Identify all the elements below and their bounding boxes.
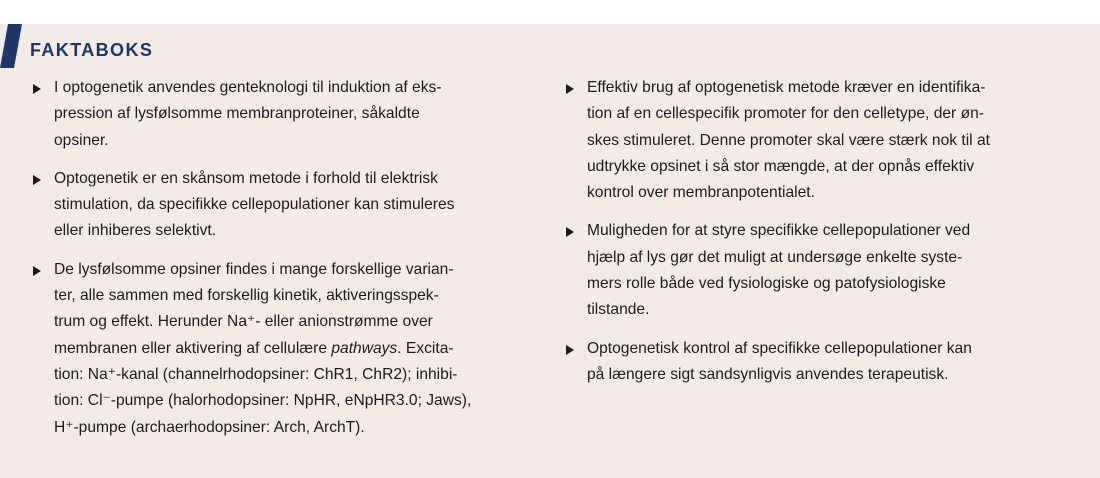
- italic-term: pathways: [331, 339, 398, 357]
- bullet-text-line: tion: Cl⁻-pumpe (halorhodopsiner: NpHR, eNpHR3.0; Jaws),: [54, 392, 472, 410]
- bullet-text-line: stimulation, da specifikke cellepopulationer kan stimuleres: [54, 196, 455, 214]
- bullet-text-line: H⁺-pumpe (archaerhodopsiner: Arch, ArchT).: [54, 418, 365, 436]
- bullet-item: [564, 218, 1074, 323]
- bullet-text-line: tion: Na⁺-kanal (channelrhodopsiner: ChR1, ChR2); inhibi-: [54, 365, 458, 383]
- bullet-text-line: Effektiv brug af optogenetisk metode kræver en identifika-: [587, 79, 986, 96]
- text-segment: . Excita-: [397, 339, 454, 357]
- bullet-text-line: Muligheden for at styre specifikke cellepopulationer ved: [587, 222, 971, 240]
- bullet-text-line: Optogenetik er en skånsom metode i forhold til elektrisk: [54, 169, 438, 187]
- bullet-text-line: på længere sigt sandsynligvis anvendes terapeutisk.: [587, 365, 949, 383]
- left-bullet-list: [31, 75, 541, 453]
- bullet-text-line: tilstande.: [587, 301, 650, 319]
- bullet-text-line: ter, alle sammen med forskellig kinetik, aktiveringsspek-: [54, 287, 439, 305]
- bullet-text-line: I optogenetik anvendes genteknologi til induktion af eks-: [54, 79, 442, 96]
- triangle-bullet-icon: [566, 84, 574, 94]
- bullet-text-line: opsiner.: [54, 131, 109, 149]
- triangle-bullet-icon: [33, 175, 41, 185]
- corner-accent-stripe: [0, 24, 22, 68]
- bullet-item: [31, 75, 541, 154]
- bullet-text-line: mers rolle både ved fysiologiske og patofysiologiske: [587, 275, 946, 293]
- text-segment: membranen eller aktivering af cellulære: [54, 339, 332, 357]
- bullet-text-line: skes stimuleret. Denne promoter skal være stærk nok til at: [587, 131, 990, 149]
- bullet-text-line: De lysfølsomme opsiner findes i mange forskellige varian-: [54, 260, 454, 278]
- triangle-bullet-icon: [33, 84, 41, 94]
- triangle-bullet-icon: [33, 266, 41, 276]
- triangle-bullet-icon: [566, 345, 574, 355]
- bullet-text-line: eller inhiberes selektivt.: [54, 222, 217, 240]
- bullet-text-line: tion af en cellespecifik promoter for den celletype, der øn-: [587, 105, 984, 123]
- bullet-text-line: pression af lysfølsomme membranproteiner, såkaldte: [54, 105, 420, 123]
- bullet-text-line: trum og effekt. Herunder Na⁺- eller anionstrømme over: [54, 313, 433, 331]
- bullet-item: [31, 166, 541, 245]
- triangle-bullet-icon: [566, 227, 574, 237]
- bullet-item: [31, 257, 541, 441]
- right-bullet-list: [564, 75, 1074, 400]
- bullet-text-line: [54, 336, 541, 362]
- bullet-item: [564, 336, 1074, 389]
- bullet-item: [564, 75, 1074, 206]
- bullet-text-line: kontrol over membranpotentialet.: [587, 184, 815, 202]
- bullet-text-line: Optogenetisk kontrol af specifikke cellepopulationer kan: [587, 339, 972, 357]
- factbox-title: FAKTABOKS: [30, 40, 154, 60]
- bullet-text-line: hjælp af lys gør det muligt at undersøge enkelte syste-: [587, 248, 963, 266]
- bullet-text-line: udtrykke opsinet i så stor mængde, at der opnås effektiv: [587, 157, 975, 175]
